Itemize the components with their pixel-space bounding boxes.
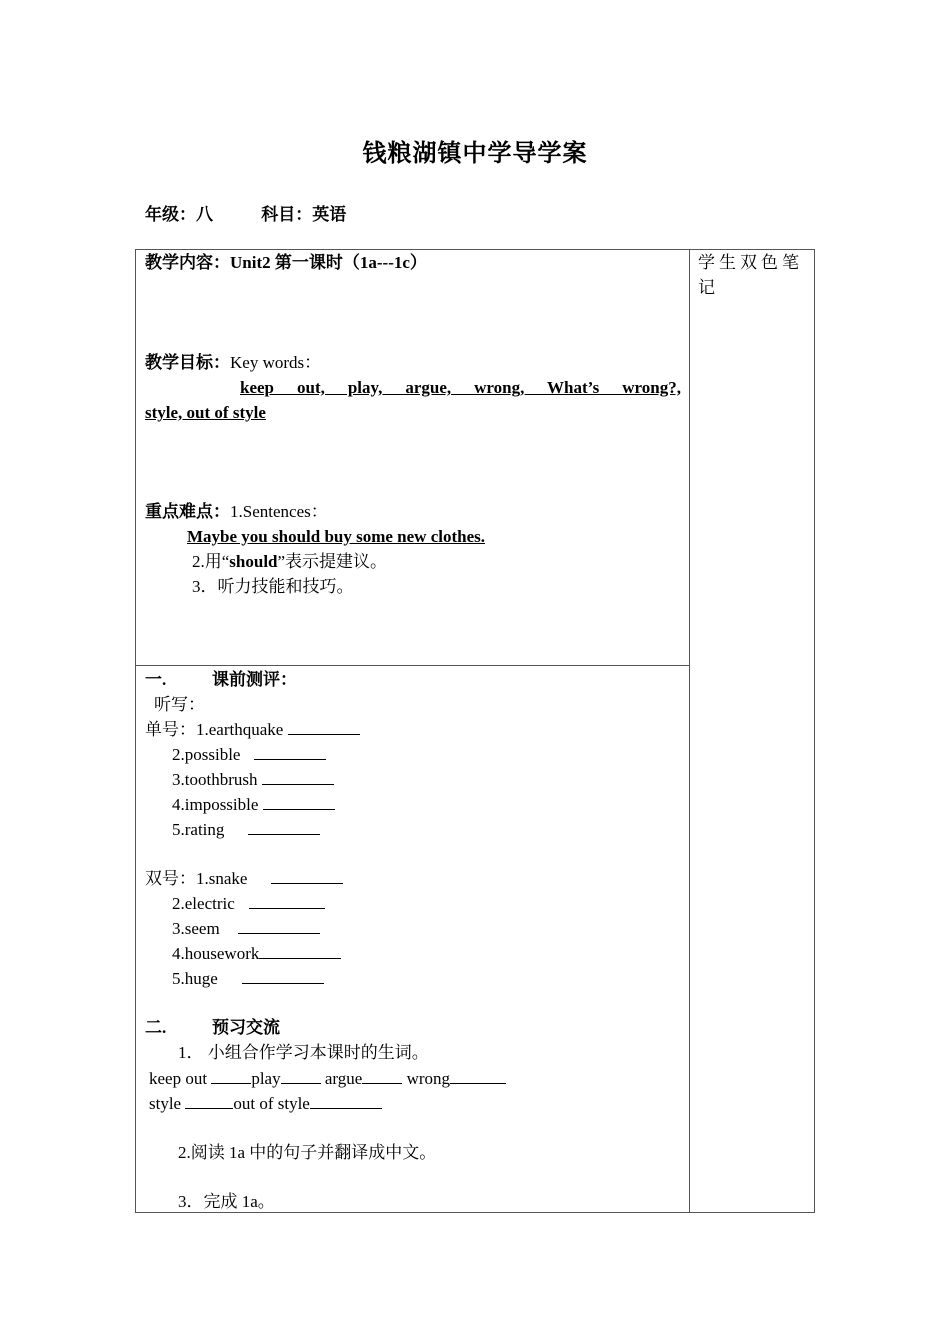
notes-column-divider (689, 249, 690, 1213)
answer-blank[interactable] (248, 817, 320, 835)
answer-blank[interactable] (450, 1066, 506, 1084)
odd-item-word: 5.rating (172, 820, 225, 839)
subject-label: 科目：英语 (261, 205, 347, 224)
even-item-word: 3.seem (172, 919, 220, 938)
vocab-word: play (251, 1069, 281, 1088)
vocab-word: out of style (233, 1094, 310, 1113)
answer-blank[interactable] (263, 792, 335, 810)
vocab-word: wrong (406, 1069, 451, 1088)
answer-blank[interactable] (271, 866, 343, 884)
content-row (145, 250, 427, 275)
answer-blank[interactable] (211, 1066, 251, 1084)
key-point-2-keyword: should (229, 552, 278, 571)
key-words-line-1: keep out, play, argue, wrong, What’s wrong?, (240, 378, 681, 397)
section2-item-1: 1． 小组合作学习本课时的生词。 (178, 1043, 429, 1062)
key-point-3: 3．听力技能和技巧。 (192, 577, 354, 596)
answer-blank[interactable] (362, 1066, 402, 1084)
section2-heading (145, 1015, 280, 1040)
answer-blank[interactable] (254, 742, 326, 760)
answer-blank[interactable] (281, 1066, 321, 1084)
content-label: 教学内容： (145, 253, 230, 272)
key-points-label: 重点难点： (145, 502, 230, 521)
even-item-3 (172, 916, 320, 941)
vocab-row-1 (149, 1066, 506, 1091)
even-item-word: 1.snake (196, 869, 248, 888)
odd-item-2 (172, 742, 326, 767)
section2-title: 预习交流 (212, 1018, 280, 1037)
key-points-intro: 1.Sentences： (230, 502, 328, 521)
key-point-2-pre: 2.用“ (192, 552, 230, 571)
key-point-2-post: ”表示提建议。 (277, 552, 388, 571)
even-item-word: 4.housework (172, 944, 260, 963)
even-item-5 (172, 966, 324, 991)
vocab-row-2 (149, 1091, 382, 1116)
section1-title: 课前测评： (212, 670, 297, 689)
vocab-word: style (149, 1094, 182, 1113)
answer-blank[interactable] (310, 1091, 382, 1109)
even-item-2 (172, 891, 325, 916)
section2-item-2: 2.阅读 1a 中的句子并翻译成中文。 (178, 1143, 437, 1162)
answer-blank[interactable] (249, 891, 325, 909)
objectives-label: 教学目标： (145, 353, 230, 372)
answer-blank[interactable] (288, 717, 360, 735)
vocab-word: keep out (149, 1069, 208, 1088)
meta-line (145, 200, 346, 225)
even-label: 双号： (145, 869, 196, 888)
section1-number: 一. (145, 670, 167, 689)
objectives-row (145, 350, 321, 375)
even-item-word: 5.huge (172, 969, 218, 988)
odd-item-word: 3.toothbrush (172, 770, 258, 789)
odd-item-5 (172, 817, 320, 842)
grade-label: 年级：八 (145, 205, 213, 224)
answer-blank[interactable] (185, 1091, 233, 1109)
vocab-word: argue (324, 1069, 363, 1088)
odd-item-word: 1.earthquake (196, 720, 284, 739)
answer-blank[interactable] (238, 916, 320, 934)
key-point-2 (192, 549, 387, 574)
even-item-word: 2.electric (172, 894, 235, 913)
answer-blank[interactable] (262, 767, 334, 785)
odd-item-4 (172, 792, 335, 817)
notes-column-header: 学生双色笔记 (698, 253, 803, 297)
content-value: Unit2 第一课时（1a---1c） (230, 253, 427, 272)
key-points-row (145, 499, 328, 524)
odd-item-word: 2.possible (172, 745, 241, 764)
even-item-1 (145, 866, 343, 891)
answer-blank[interactable] (242, 966, 324, 984)
odd-item-3 (172, 767, 334, 792)
even-item-4 (172, 941, 341, 966)
key-words-line-2: style, out of style (145, 403, 266, 422)
objectives-intro: Key words： (230, 353, 322, 372)
answer-blank[interactable] (259, 941, 341, 959)
odd-label: 单号： (145, 720, 196, 739)
odd-item-1 (145, 717, 360, 742)
odd-item-word: 4.impossible (172, 795, 259, 814)
section1-heading (145, 667, 297, 692)
section2-item-3: 3．完成 1a。 (178, 1192, 275, 1211)
page-title: 钱粮湖镇中学导学案 (362, 141, 588, 167)
section-divider (135, 665, 690, 666)
key-sentence: Maybe you should buy some new clothes. (187, 527, 486, 546)
dictation-label: 听写： (154, 695, 205, 714)
section2-number: 二. (145, 1018, 167, 1037)
